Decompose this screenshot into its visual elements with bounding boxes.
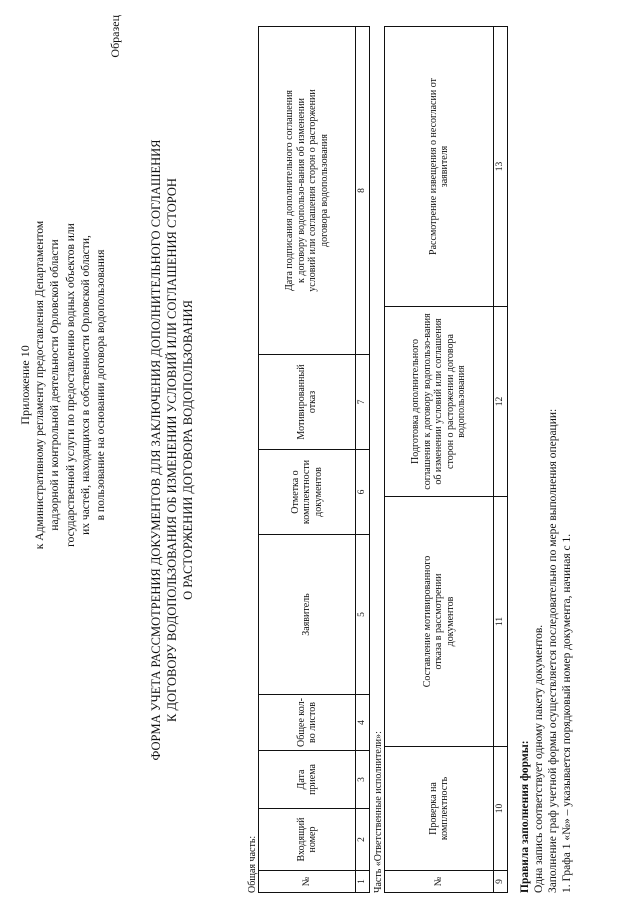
table-number-row [494, 27, 508, 893]
table-number-row [356, 27, 370, 893]
column-number: 12 [494, 307, 508, 497]
header-cell: Дата приема [259, 751, 356, 809]
executors-part-table [384, 26, 508, 893]
header-cell: Проверка на комплектность [385, 747, 494, 871]
rules-line: Заполнение граф учетной формы осуществляется последовательно по мере выполнения операции: [547, 408, 559, 893]
form-title-line: ФОРМА УЧЕТА РАССМОТРЕНИЯ ДОКУМЕНТОВ ДЛЯ ЗАКЛЮЧЕНИЯ ДОПОЛНИТЕЛЬНОГО СОГЛАШЕНИЯ [149, 139, 163, 761]
executors-part-caption: Часть «Ответственные исполнители»: [373, 731, 384, 893]
form-title-line: К ДОГОВОРУ ВОДОПОЛЬЗОВАНИЯ ОБ ИЗМЕНЕНИИ УСЛОВИЙ ИЛИ СОГЛАШЕНИЯ СТОРОН [165, 178, 179, 722]
header-cell: № [385, 871, 494, 893]
column-number: 10 [494, 747, 508, 871]
header-cell: Подготовка дополнительного соглашения к договору водопользо-вания об изменении условий или соглашения сторон о расторжении договора водопользования [385, 307, 494, 497]
table-header-row [385, 27, 494, 893]
header-cell: Мотивированный отказ [259, 355, 356, 450]
header-cell: № [259, 871, 356, 893]
header-cell: Дата подписания дополнительного соглашения к договору водопользо-вания об изменении условий или соглашения сторон о расторжении договора водопользования [259, 27, 356, 355]
appendix-title: Приложение 10 [18, 345, 32, 425]
form-title [148, 105, 196, 795]
column-number: 5 [356, 535, 370, 695]
column-number: 6 [356, 450, 370, 535]
column-number: 2 [356, 809, 370, 871]
rules-line: Одна запись соответствует одному пакету документов. [533, 624, 545, 893]
header-cell: Входящий номер [259, 809, 356, 871]
general-part-caption: Общая часть: [247, 835, 258, 893]
sample-label: Образец [108, 15, 122, 58]
appendix-line: в пользование на основании договора водопользования [95, 249, 108, 521]
appendix-line: надзорной и контрольной деятельности Орловской области [49, 239, 62, 531]
header-cell: Составление мотивированного отказа в рассмотрении документов [385, 497, 494, 747]
table-header-row [259, 27, 356, 893]
appendix-line: к Административному регламенту предоставления Департаментом [34, 220, 47, 550]
appendix-line: их частей, находящихся в собственности Орловской области, [79, 235, 92, 535]
column-number: 3 [356, 751, 370, 809]
column-number: 13 [494, 27, 508, 307]
column-number: 9 [494, 871, 508, 893]
general-part-table [258, 26, 370, 893]
header-cell: Отметка о комплектности документов [259, 450, 356, 535]
column-number: 7 [356, 355, 370, 450]
header-cell: Заявитель [259, 535, 356, 695]
appendix-line: государственной услуги по предоставлению водных объектов или [64, 223, 77, 547]
filling-rules [518, 13, 574, 893]
header-cell: Рассмотрение извещения о несогласии от заявителя [385, 27, 494, 307]
rules-line: 1. Графа 1 «№» – указывается порядковый номер документа, начиная с 1. [561, 533, 573, 893]
form-title-line: О РАСТОРЖЕНИИ ДОГОВОРА ВОДОПОЛЬЗОВАНИЯ [181, 300, 195, 600]
header-cell: Общее кол-во листов [259, 695, 356, 751]
rules-title: Правила заполнения формы: [519, 740, 531, 893]
column-number: 4 [356, 695, 370, 751]
appendix-header [18, 65, 109, 705]
column-number: 8 [356, 27, 370, 355]
column-number: 1 [356, 871, 370, 893]
column-number: 11 [494, 497, 508, 747]
